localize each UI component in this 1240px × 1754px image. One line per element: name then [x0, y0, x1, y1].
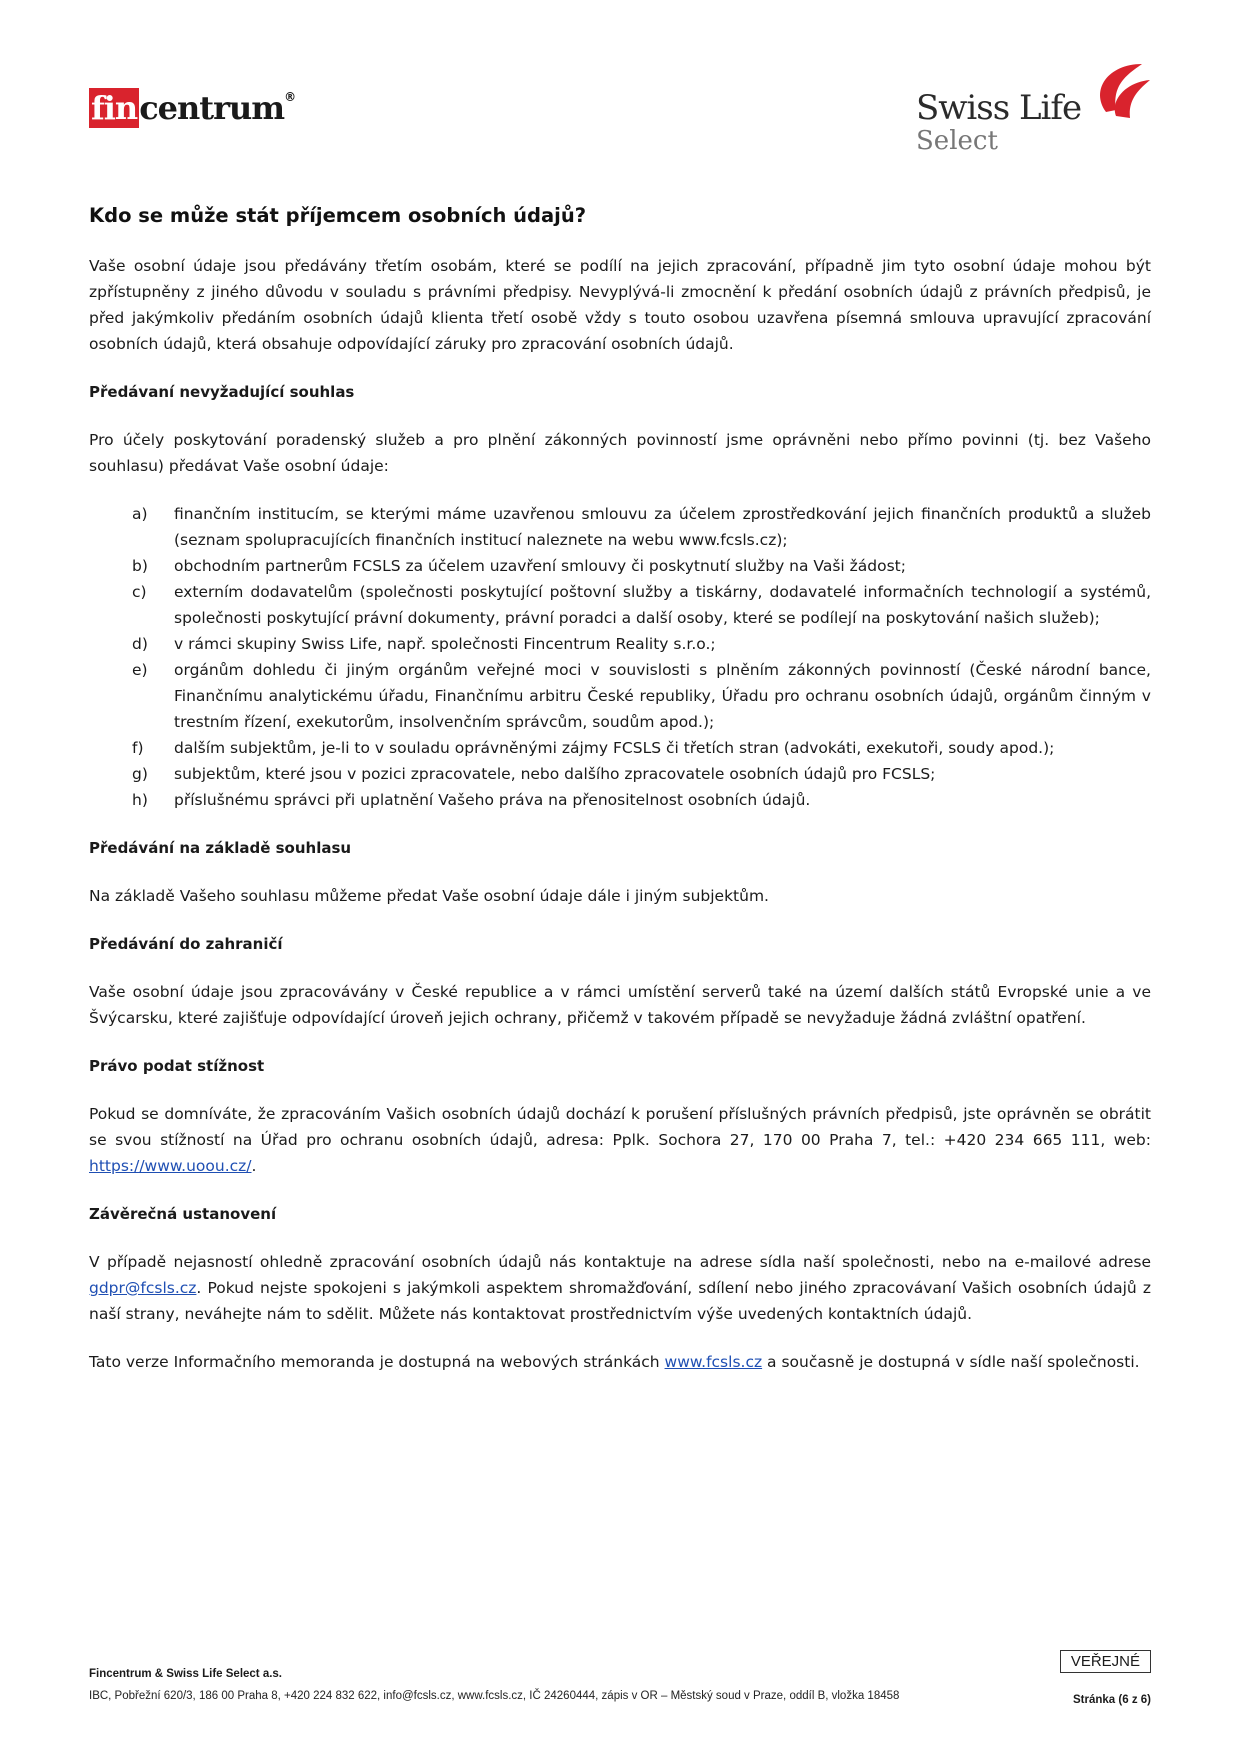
- list-item-text: orgánům dohledu či jiným orgánům veřejné moci v souvislosti s plněním zákonných povinností (České národní bance, Finančnímu analytickému úřadu, Finančnímu arbitru České republiky, Úřadu pro ochranu osobních údajů, orgánům činným v trestním řízení, exekutorům, insolvenčním správcům, soudům apod.);: [174, 661, 1151, 731]
- uoou-link[interactable]: https://www.uoou.cz/: [89, 1157, 252, 1175]
- logo-swisslife-name: Swiss Life: [916, 88, 1082, 128]
- list-item: [89, 761, 1151, 787]
- swisslife-select-logo: [910, 58, 1160, 158]
- section-heading: Předávání na základě souhlasu: [89, 839, 352, 857]
- final-text-after: . Pokud nejste spokojeni s jakýmkoli aspektem shromažďování, sdílení nebo jiného zpracovávaní Vašich osobních údajů z naší strany, neváhejte nám to sdělit. Můžete nás kontaktovat prostřednictvím výše uvedených kontaktních údajů.: [89, 1279, 1151, 1323]
- list-item-text: finančním institucím, se kterými máme uzavřenou smlouvu za účelem zprostředkování jejich finančních produktů a služeb (seznam spolupracujících finančních institucí naleznete na webu www.fcsls.cz);: [174, 505, 1151, 549]
- page-number: Stránka (6 z 6): [1073, 1694, 1151, 1706]
- logo-registered-mark: ®: [284, 90, 297, 104]
- final-paragraph: [89, 1249, 1151, 1327]
- gdpr-email-link[interactable]: gdpr@fcsls.cz: [89, 1279, 197, 1297]
- list-item: [89, 657, 1151, 735]
- list-item-text: subjektům, které jsou v pozici zpracovatele, nebo dalšího zpracovatele osobních údajů pro FCSLS;: [174, 765, 936, 783]
- list-item-text: v rámci skupiny Swiss Life, např. společnosti Fincentrum Reality s.r.o.;: [174, 635, 716, 653]
- list-item-text: externím dodavatelům (společnosti poskytující poštovní služby a tiskárny, dodavatelé informačních technologií a systémů, společnosti poskytující právní dokumenty, právní poradci a další osoby, které se podílejí na poskytování našich služeb);: [174, 583, 1151, 627]
- page-footer: [89, 1668, 1151, 1702]
- section-heading: Závěrečná ustanovení: [89, 1205, 277, 1223]
- section-paragraph: Pro účely poskytování poradenský služeb a pro plnění zákonných povinností jsme oprávněni nebo přímo povinni (tj. bez Vašeho souhlasu) předávat Vaše osobní údaje:: [89, 431, 1151, 475]
- list-item: [89, 631, 1151, 657]
- footer-address: IBC, Pobřežní 620/3, 186 00 Praha 8, +420 224 832 622, info@fcsls.cz, www.fcsls.cz, IČ 24260444, zápis v OR – Městský soud v Praze, oddíl B, vložka 18458: [89, 1690, 900, 1702]
- version-text-after: a současně je dostupná v sídle naší společnosti.: [762, 1353, 1140, 1371]
- complaint-text-end: .: [251, 1157, 257, 1175]
- list-item: [89, 787, 1151, 813]
- document-body: [89, 253, 1151, 1375]
- logo-select-sub: Select: [916, 126, 998, 156]
- classification-badge: VEŘEJNÉ: [1060, 1650, 1151, 1673]
- page-title: Kdo se může stát příjemcem osobních údajů?: [89, 204, 587, 227]
- list-item-label: g): [132, 765, 148, 783]
- list-item-text: příslušnému správci při uplatnění Vašeho práva na přenositelnost osobních údajů.: [174, 791, 811, 809]
- intro-paragraph: Vaše osobní údaje jsou předávány třetím osobám, které se podílí na jejich zpracování, případně jim tyto osobní údaje mohou být zpřístupněny z jiného důvodu v souladu s právními předpisy. Nevyplývá-li zmocnění k předání osobních údajů z právních předpisů, je před jakýmkoliv předáním osobních údajů klienta třetí osobě vždy s touto osobou uzavřena písemná smlouva upravující zpracování osobních údajů, která obsahuje odpovídající záruky pro zpracování osobních údajů.: [89, 257, 1151, 353]
- list-item-label: e): [132, 661, 148, 679]
- final-text-before: V případě nejasností ohledně zpracování osobních údajů nás kontaktuje na adrese sídla naší společnosti, nebo na e-mailové adrese: [89, 1253, 1151, 1271]
- recipients-list: [89, 501, 1151, 813]
- complaint-text: Pokud se domníváte, že zpracováním Vašich osobních údajů dochází k porušení příslušných právních předpisů, jste oprávněn se obrátit se svou stížností na Úřad pro ochranu osobních údajů, adresa: Pplk. Sochora 27, 170 00 Praha 7, tel.: +420 234 665 111, web:: [89, 1105, 1151, 1149]
- list-item-label: h): [132, 791, 148, 809]
- list-item: [89, 501, 1151, 553]
- logo-fin-part: fin: [91, 89, 138, 127]
- logo-centrum-part: centrum: [139, 89, 285, 127]
- list-item-text: dalším subjektům, je-li to v souladu oprávněnými zájmy FCSLS či třetích stran (advokáti, exekutoři, soudy apod.);: [174, 739, 1055, 757]
- list-item-label: a): [132, 505, 148, 523]
- version-text-before: Tato verze Informačního memoranda je dostupná na webových stránkách: [89, 1353, 665, 1371]
- list-item-label: f): [132, 739, 144, 757]
- list-item: [89, 735, 1151, 761]
- version-paragraph: [89, 1349, 1151, 1375]
- fincentrum-logo: [89, 88, 296, 128]
- section-paragraph: Vaše osobní údaje jsou zpracovávány v České republice a v rámci umístění serverů také na území dalších států Evropské unie a ve Švýcarsku, které zajišťuje odpovídající úroveň jejich ochrany, přičemž v takovém případě se nevyžaduje žádná zvláštní opatření.: [89, 983, 1151, 1027]
- list-item: [89, 579, 1151, 631]
- section-heading: Předávání do zahraničí: [89, 935, 283, 953]
- list-item: [89, 553, 1151, 579]
- list-item-label: b): [132, 557, 148, 575]
- complaint-paragraph: [89, 1101, 1151, 1179]
- swisslife-flag-icon: [1086, 60, 1156, 122]
- section-heading: Právo podat stížnost: [89, 1057, 265, 1075]
- section-paragraph: Na základě Vašeho souhlasu můžeme předat Vaše osobní údaje dále i jiným subjektům.: [89, 887, 769, 905]
- section-heading: Předávaní nevyžadující souhlas: [89, 383, 355, 401]
- fcsls-website-link[interactable]: www.fcsls.cz: [664, 1353, 763, 1371]
- list-item-text: obchodním partnerům FCSLS za účelem uzavření smlouvy či poskytnutí služby na Vaši žádost;: [174, 557, 906, 575]
- list-item-label: d): [132, 635, 148, 653]
- footer-company: Fincentrum & Swiss Life Select a.s.: [89, 1668, 283, 1680]
- list-item-label: c): [132, 583, 147, 601]
